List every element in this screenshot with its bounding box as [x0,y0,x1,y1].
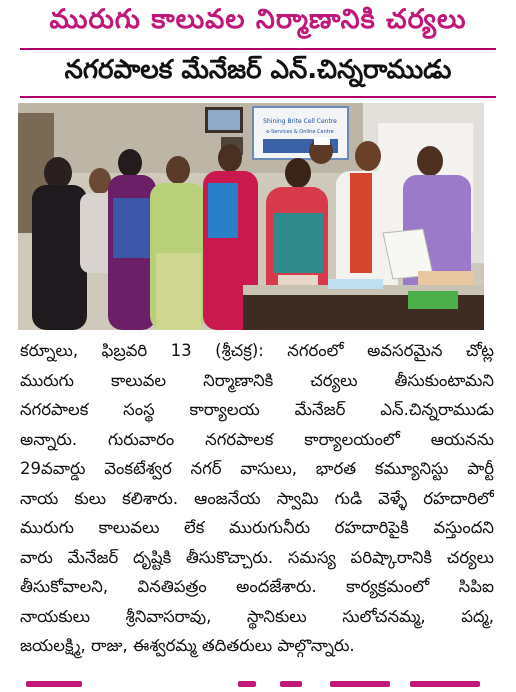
article-line: అన్నారు. గురువారం నగరపాలక కార్యాలయంలో ఆయనను [20,429,494,449]
article-line: తీసుకోవాలని, వినతిపత్రం అందజేశారు. కార్యక్రమంలో సిపిఐ [20,577,494,596]
bottom-divider [20,96,496,98]
article-line: నాయకులు శ్రీనివాసరావు, స్థానికులు సులోచనమ్మ, పద్మ, [20,606,494,626]
article-line: నాయ కులు కలిశారు. ఆంజనేయ స్వామి గుడి వెళ్ళే రహదారిలో [20,488,494,508]
news-photo [18,103,484,330]
cropped-text-fragment [26,681,82,687]
article-body [20,336,494,661]
headline-text: మురుగు కాలువల నిర్మాణానికి చర్యలు [49,4,467,35]
cropped-text-fragment [410,681,480,687]
subheadline [0,52,516,94]
top-divider [20,48,496,50]
banner-text-1: Shining Brite Cell Centre [263,118,337,125]
article-line: కర్నూలు, ఫిబ్రవరి 13 (శ్రీచక్ర): నగరంలో అవసరమైన చోట్ల [20,341,494,360]
subheadline-text: నగరపాలక మేనేజర్ ఎన్.చిన్నరాముడు [64,55,452,85]
article-line: వారు మేనేజర్ దృష్టికి తీసుకొచ్చారు. సమస్య పరిష్కారానికి చర్యలు [20,547,494,567]
cropped-text-fragment [330,681,390,687]
cropped-text-fragment [280,681,302,687]
headline [0,4,516,42]
article-line: మురుగు కాలువల నిర్మాణానికి చర్యలు తీసుకుంటామని [20,370,494,390]
photo-illustration [18,103,484,330]
article-line: జయలక్ష్మి, రాజు, ఈశ్వరమ్మ తదితరులు పాల్గొన్నారు. [20,636,355,655]
banner-text-2: e-Services & Online Centre [266,129,334,135]
cropped-next-headline [0,681,516,692]
article-line: 29వవార్డు వెంకటేశ్వర నగర్ వాసులు, భారత కమ్యూనిస్టు పార్టీ [20,459,494,478]
article-line: మురుగు కాలువలు లేక మురుగునీరు రహదారిపైకి వస్తుందని [20,518,494,537]
article-line: నగరపాలక సంస్థ కార్యాలయ మేనేజర్ ఎన్.చిన్నరాముడు [20,400,494,419]
cropped-text-fragment [238,681,256,687]
